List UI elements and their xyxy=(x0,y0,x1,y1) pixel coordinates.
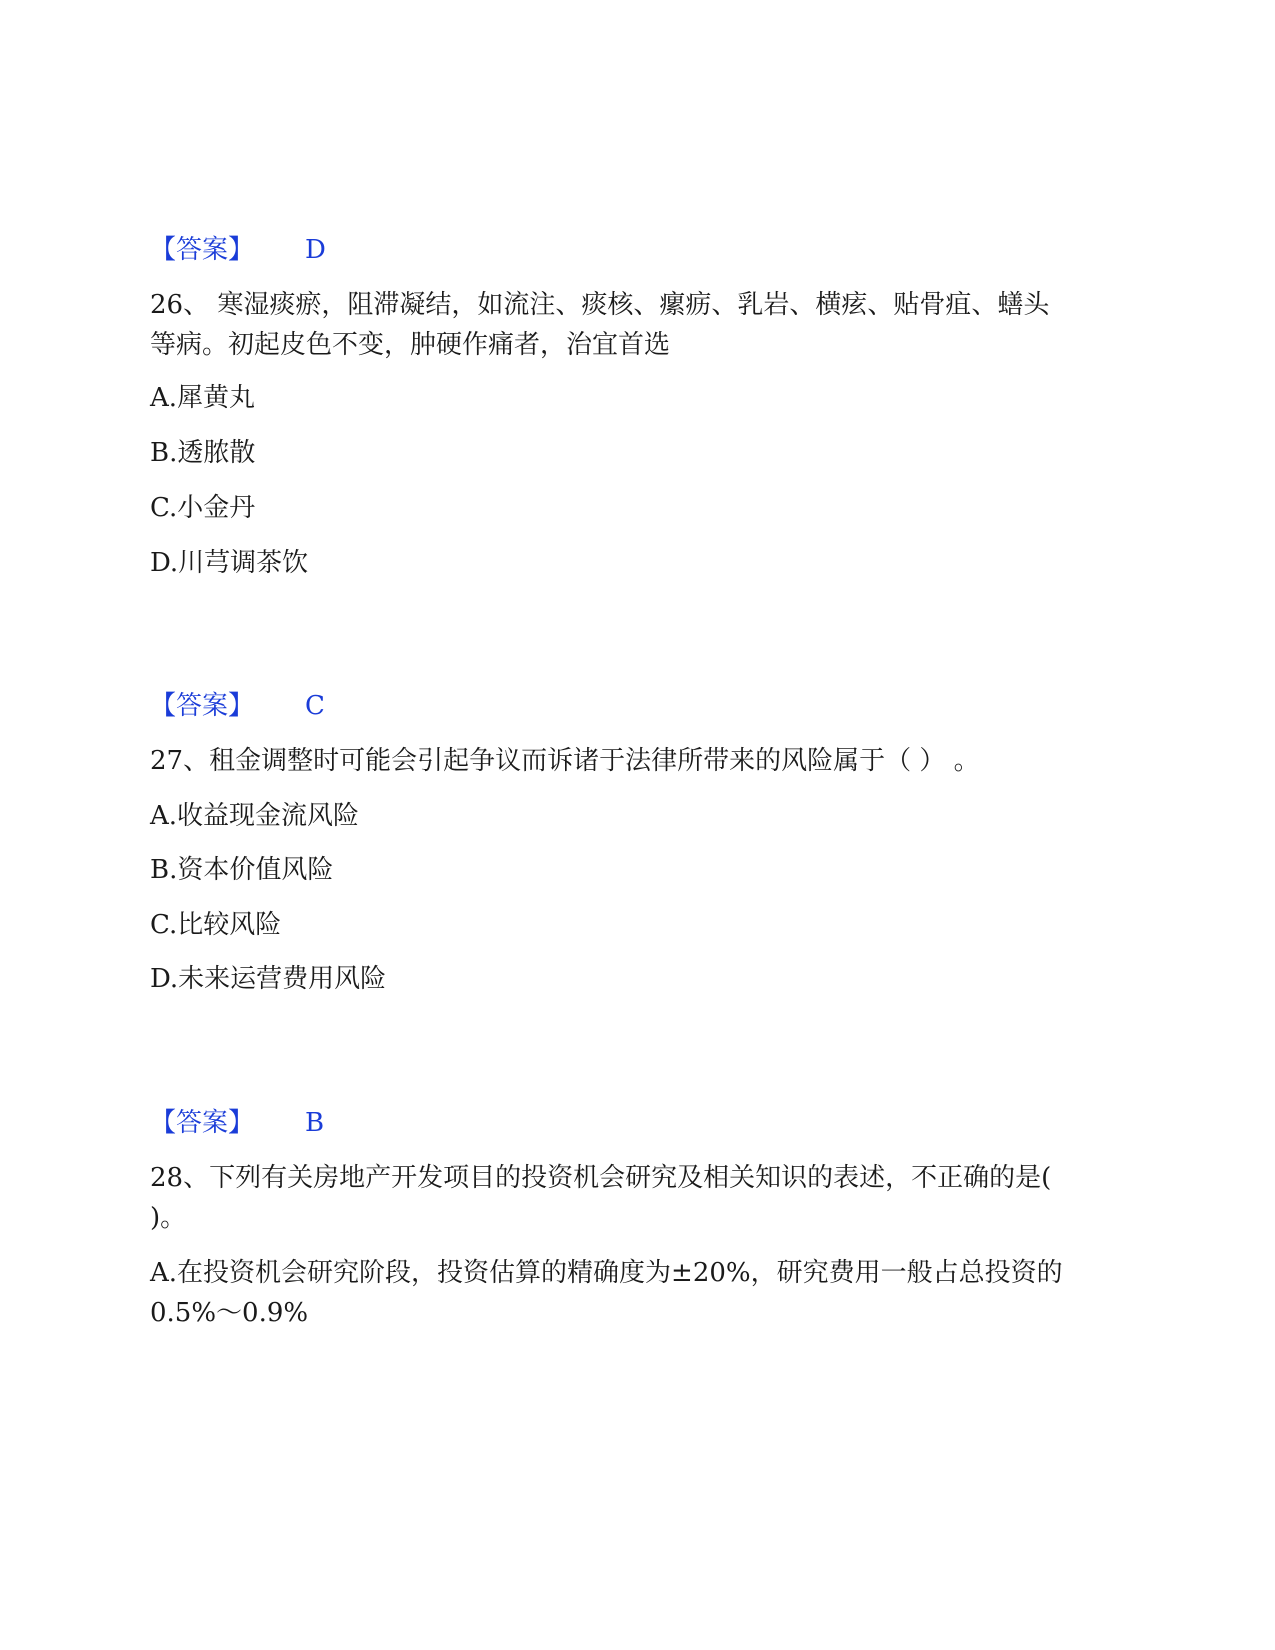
answer-row xyxy=(150,686,1110,726)
option-c: C.小金丹 xyxy=(150,493,256,523)
answer-row xyxy=(150,1103,1110,1143)
question-28 xyxy=(150,1158,1110,1238)
question-26 xyxy=(150,285,1110,365)
question-28-option xyxy=(150,1253,1110,1333)
question-stem: 27、租金调整时可能会引起争议而诉诸于法律所带来的风险属于（ ） 。 xyxy=(150,746,980,776)
question-stem: 28、下列有关房地产开发项目的投资机会研究及相关知识的表述，不正确的是( )。 xyxy=(150,1163,1052,1233)
answer-row xyxy=(150,230,1110,270)
answer-label: 【答案】 xyxy=(150,691,255,721)
answer-value: D xyxy=(305,235,326,265)
question-stem: 26、 寒湿痰瘀，阻滞凝结，如流注、痰核、瘰疬、乳岩、横痃、贴骨疽、蟮头等病。初起皮色不变，肿硬作痛者，治宜首选 xyxy=(150,290,1050,360)
option-a: A.收益现金流风险 xyxy=(150,801,360,831)
option-d: D.未来运营费用风险 xyxy=(150,964,387,994)
answer-label: 【答案】 xyxy=(150,1108,255,1138)
option-a: A.在投资机会研究阶段，投资估算的精确度为±20%，研究费用一般占总投资的 0.5%～0.9% xyxy=(150,1258,1063,1328)
option-c: C.比较风险 xyxy=(150,910,282,940)
option-b: B.资本价值风险 xyxy=(150,855,334,885)
option-d: D.川芎调茶饮 xyxy=(150,548,309,578)
answer-label: 【答案】 xyxy=(150,235,255,265)
answer-value: C xyxy=(305,691,325,721)
option-b: B.透脓散 xyxy=(150,438,256,468)
option-a: A.犀黄丸 xyxy=(150,383,256,413)
answer-value: B xyxy=(305,1108,325,1138)
